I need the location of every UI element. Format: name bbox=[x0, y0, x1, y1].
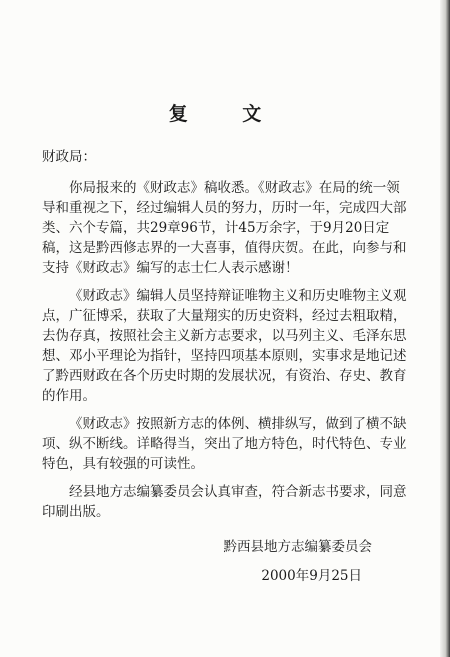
paragraph-4: 经县地方志编纂委员会认真审查，符合新志书要求，同意印刷出版。 bbox=[42, 484, 407, 520]
signature-date: 2000年9月25日 bbox=[261, 568, 362, 584]
paragraph-2: 《财政志》编辑人员坚持辩证唯物主义和历史唯物主义观点，广征博采，获取了大量翔实的历史资料，经过去粗取精，去伪存真，按照社会主义新方志要求，以马列主义、毛泽东思想、邓小平理论为指针，坚持四项基本原则，实事求是地记述了黔西财政在各个历史时期的发展状况，有资治、存史、教育的作用。 bbox=[42, 288, 407, 404]
letter-body bbox=[42, 178, 412, 522]
signature-organization: 黔西县地方志编纂委员会 bbox=[223, 539, 372, 555]
salutation: 财政局： bbox=[42, 149, 96, 165]
paragraph-1: 你局报来的《财政志》稿收悉。《财政志》在局的统一领导和重视之下，经过编辑人员的努力，历时一年，完成四大部类、六个专篇，共29章96节，计45万余字，于9月20日定稿，这是黔西修志界的一大喜事，值得庆贺。在此，向参与和支持《财政志》编写的志士仁人表示感谢！ bbox=[42, 180, 407, 276]
document-title: 复 文 bbox=[168, 103, 286, 125]
paragraph-3: 《财政志》按照新方志的体例、横排纵写，做到了横不缺项、纵不断线。详略得当，突出了地方特色，时代特色、专业特色，具有较强的可读性。 bbox=[42, 416, 407, 472]
page-spine-shadow bbox=[440, 0, 450, 657]
